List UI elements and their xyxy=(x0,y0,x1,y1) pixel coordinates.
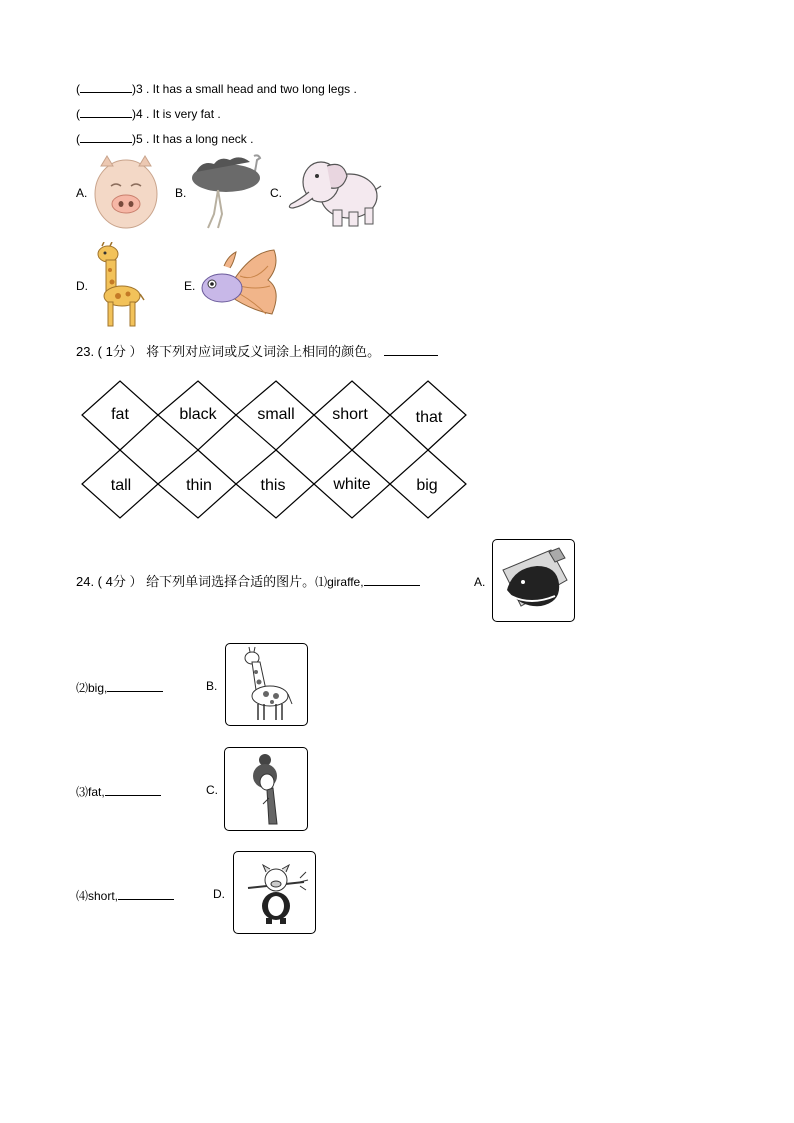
word-item-4: ⑷short, xyxy=(76,887,174,903)
girl-icon xyxy=(225,748,307,830)
question-3: ( )3 . It has a small head and two long legs . xyxy=(76,82,357,96)
pig-icon xyxy=(234,852,315,933)
pic-option-c[interactable] xyxy=(224,747,308,831)
question-text: 3 . It has a small head and two long legs . xyxy=(136,82,357,96)
diamond-word: black xyxy=(179,406,217,423)
diamond-word: tall xyxy=(110,477,132,494)
goldfish-icon xyxy=(200,246,280,326)
question-text: 4 . It is very fat . xyxy=(136,107,221,121)
diamond-word: big xyxy=(416,477,438,494)
q23-heading: 23. ( 1分 ） 将下列对应词或反义词涂上相同的颜色。 xyxy=(76,343,438,360)
option-b-label: B. xyxy=(175,186,187,200)
whale-icon xyxy=(493,540,574,621)
pic-option-a-label: A. xyxy=(474,575,486,589)
answer-blank[interactable] xyxy=(80,131,132,143)
diamond-grid xyxy=(80,378,470,522)
option-e-label: E. xyxy=(184,279,196,293)
elephant-icon xyxy=(287,152,383,232)
word-item-3: ⑶fat, xyxy=(76,783,161,799)
diamond-word: fat xyxy=(111,406,129,423)
diamond-word: white xyxy=(333,476,371,493)
ostrich-icon xyxy=(190,152,265,232)
answer-blank[interactable] xyxy=(80,81,132,93)
answer-blank[interactable] xyxy=(364,573,420,586)
pic-option-d[interactable] xyxy=(233,851,316,934)
pig-icon xyxy=(93,152,159,230)
pic-option-a[interactable] xyxy=(492,539,575,622)
pic-option-d-label: D. xyxy=(213,887,225,901)
giraffe-icon xyxy=(226,644,307,725)
question-4: ( )4 . It is very fat . xyxy=(76,107,221,121)
diamond-word: short xyxy=(332,406,368,423)
answer-blank[interactable] xyxy=(105,783,161,796)
diamond-word: small xyxy=(257,406,295,423)
pic-option-b[interactable] xyxy=(225,643,308,726)
q24-heading: 24. ( 4分 ） 给下列单词选择合适的图片。⑴giraffe, xyxy=(76,573,420,590)
answer-blank[interactable] xyxy=(107,679,163,692)
diamond-word: this xyxy=(260,477,286,494)
option-d-label: D. xyxy=(76,279,88,293)
word-item-1: ⑴giraffe, xyxy=(315,575,419,589)
answer-blank[interactable] xyxy=(80,106,132,118)
option-c-label: C. xyxy=(270,186,282,200)
diamond-word: that xyxy=(415,409,443,426)
diamond-word: thin xyxy=(186,477,212,494)
pic-option-b-label: B. xyxy=(206,679,218,693)
question-text: 5 . It has a long neck . xyxy=(136,132,254,146)
answer-blank[interactable] xyxy=(118,887,174,900)
word-item-2: ⑵big, xyxy=(76,679,163,695)
giraffe-icon xyxy=(94,242,146,328)
answer-blank[interactable] xyxy=(384,343,438,356)
option-a-label: A. xyxy=(76,186,88,200)
pic-option-c-label: C. xyxy=(206,783,218,797)
question-5: ( )5 . It has a long neck . xyxy=(76,132,254,146)
